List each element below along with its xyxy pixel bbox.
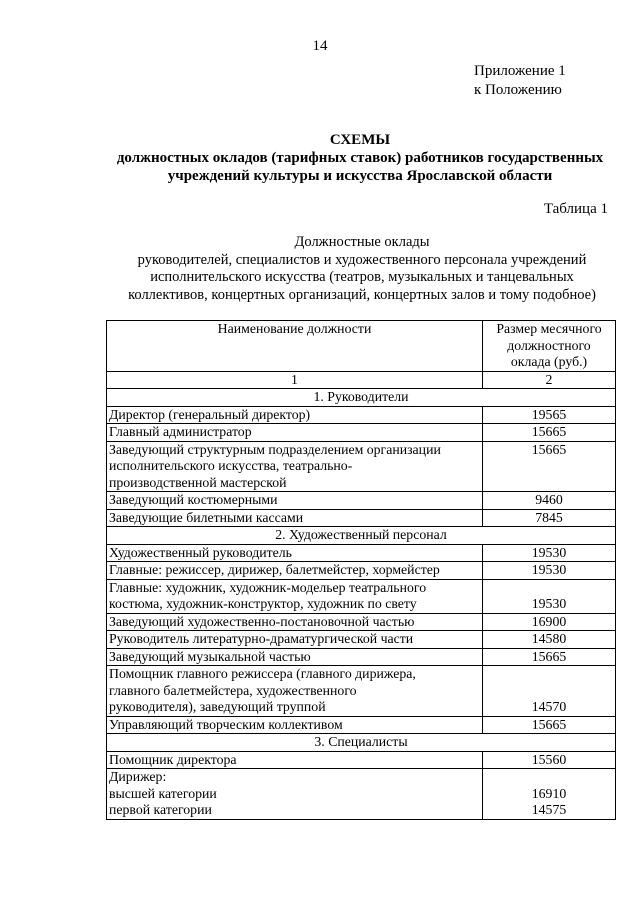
position-name — [107, 666, 483, 717]
position-name-line: Помощник директора — [109, 751, 237, 767]
salary-value: 16900 — [483, 613, 616, 631]
col1-header: Наименование должности — [107, 321, 483, 372]
page-number: 14 — [312, 38, 328, 54]
title-line-1: СХЕМЫ — [329, 132, 391, 148]
position-name-line: исполнительского искусства, театрально- — [109, 458, 353, 473]
section-row — [107, 734, 616, 752]
position-name-line: производственной мастерской — [109, 474, 287, 490]
appendix-line-1: Приложение 1 — [474, 63, 566, 79]
section-title: 3. Специалисты — [107, 734, 616, 752]
salary-table — [106, 320, 616, 820]
position-name-line: руководителя), заведующий труппой — [109, 699, 326, 714]
position-name — [107, 492, 483, 510]
position-name-line: Художественный руководитель — [109, 544, 292, 560]
heading-line-1: Должностные оклады — [294, 234, 430, 250]
position-name-line: Руководитель литературно-драматургической части — [109, 631, 414, 646]
position-name — [107, 769, 483, 820]
table-row — [107, 406, 616, 424]
col1-number: 1 — [107, 371, 483, 389]
salary-value: 19530 — [483, 544, 616, 562]
salary-value — [483, 769, 616, 820]
position-name-line: высшей категории — [109, 785, 217, 801]
position-name — [107, 441, 483, 492]
position-name — [107, 406, 483, 424]
heading-line-3: исполнительского искусства (театров, музыкальных и танцевальных — [150, 269, 574, 285]
position-name — [107, 631, 483, 649]
salary-value: 7845 — [483, 509, 616, 527]
table-row — [107, 631, 616, 649]
section-row — [107, 389, 616, 407]
position-name — [107, 579, 483, 613]
salary-value: 15665 — [483, 441, 616, 492]
salary-value: 9460 — [483, 492, 616, 510]
table-row — [107, 769, 616, 820]
position-name-line: Заведующий музыкальной частью — [109, 648, 311, 664]
col2-number: 2 — [483, 371, 616, 389]
appendix-note — [474, 62, 566, 100]
table-row — [107, 648, 616, 666]
salary-value: 19530 — [483, 579, 616, 613]
position-name — [107, 562, 483, 580]
section-title: 2. Художественный персонал — [107, 527, 616, 545]
position-name-line: Заведующий структурным подразделением организации — [109, 441, 441, 457]
position-name — [107, 544, 483, 562]
table-label: Таблица 1 — [543, 201, 608, 217]
position-name — [107, 648, 483, 666]
table-row — [107, 509, 616, 527]
table-row — [107, 492, 616, 510]
table-row — [107, 544, 616, 562]
col2-header-line: оклада (руб.) — [510, 354, 588, 369]
position-name-line: Заведующие билетными кассами — [109, 509, 304, 525]
table-row — [107, 579, 616, 613]
position-name-line: Управляющий творческим коллективом — [109, 716, 343, 732]
heading-line-2: руководителей, специалистов и художественного персонала учреждений — [137, 251, 587, 268]
table-row — [107, 751, 616, 769]
position-name-line: Заведующий костюмерными — [109, 492, 278, 507]
column-number-row — [107, 371, 616, 389]
position-name — [107, 613, 483, 631]
section-title: 1. Руководители — [107, 389, 616, 407]
salary-value-line: 16910 — [531, 785, 567, 801]
table-row — [107, 716, 616, 734]
document-title — [0, 131, 640, 185]
table-row — [107, 562, 616, 580]
salary-value: 14580 — [483, 631, 616, 649]
appendix-line-2: к Положению — [474, 82, 562, 98]
title-line-2: должностных окладов (тарифных ставок) работников государственных — [116, 150, 604, 166]
table-row — [107, 441, 616, 492]
salary-value: 15560 — [483, 751, 616, 769]
heading-line-4: коллективов, концертных организаций, концертных залов и тому подобное) — [128, 286, 596, 303]
position-name-line: главного балетмейстера, художественного — [109, 682, 357, 698]
title-line-3: учреждений культуры и искусства Ярославской области — [167, 168, 553, 184]
salary-value: 15665 — [483, 424, 616, 442]
position-name — [107, 751, 483, 769]
position-name — [107, 509, 483, 527]
position-name-line: костюма, художник-конструктор, художник по свету — [109, 596, 417, 611]
salary-value-line — [485, 769, 613, 786]
col2-header — [483, 321, 616, 372]
salary-value: 15665 — [483, 716, 616, 734]
salary-value: 14570 — [483, 666, 616, 717]
position-name-line: Главный администратор — [109, 424, 252, 439]
position-name-line: Заведующий художественно-постановочной частью — [109, 613, 415, 629]
salary-value-line: 14575 — [531, 802, 567, 817]
table-row — [107, 666, 616, 717]
position-name-line: Главные: режиссер, дирижер, балетмейстер, хормейстер — [109, 562, 440, 577]
table-row — [107, 424, 616, 442]
salary-value: 19565 — [483, 406, 616, 424]
table-row — [107, 613, 616, 631]
position-name-line: Дирижер: — [109, 769, 167, 784]
position-name-line: Главные: художник, художник-модельер театрального — [109, 579, 427, 595]
col2-header-line: должностного — [507, 337, 591, 353]
table-heading — [96, 234, 628, 304]
salary-value: 19530 — [483, 562, 616, 580]
position-name-line: Помощник главного режиссера (главного дирижера, — [109, 666, 416, 681]
position-name-line: Директор (генеральный директор) — [109, 406, 311, 422]
position-name-line: первой категории — [109, 802, 212, 817]
position-name — [107, 424, 483, 442]
table-header-row — [107, 321, 616, 372]
section-row — [107, 527, 616, 545]
salary-value: 15665 — [483, 648, 616, 666]
col2-header-line: Размер месячного — [496, 321, 602, 336]
position-name — [107, 716, 483, 734]
